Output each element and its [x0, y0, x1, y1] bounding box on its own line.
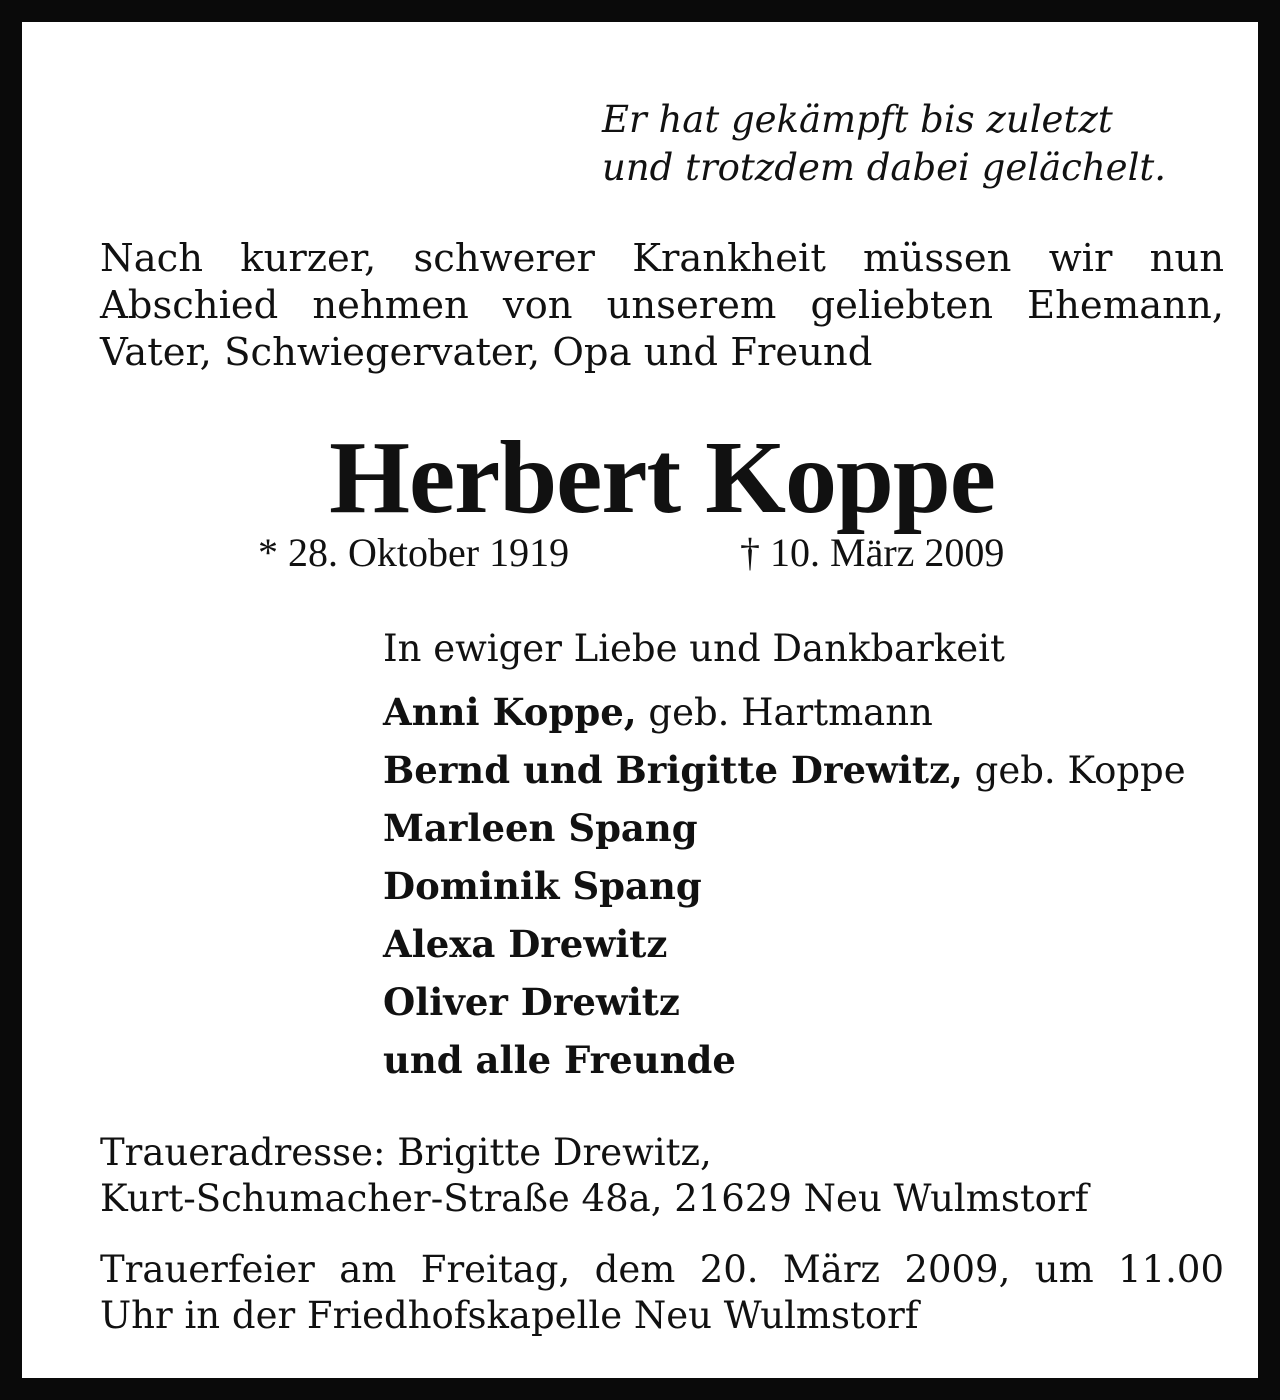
mourner-entry: [383, 741, 1186, 799]
ceremony-line-2: Uhr in der Friedhofskapelle Neu Wulmstorf: [100, 1294, 919, 1337]
address-line-1: Traueradresse: Brigitte Drewitz,: [100, 1131, 712, 1174]
birth-date: * 28. Oktober 1919: [258, 530, 570, 575]
mourner-name: Alexa Drewitz: [383, 922, 668, 966]
mourner-entry: [383, 683, 1186, 741]
mourner-entry: [383, 799, 1186, 857]
intro-paragraph: [100, 235, 1224, 376]
mourner-name: und alle Freunde: [383, 1038, 736, 1082]
ceremony-line-1: Trauerfeier am Freitag, dem 20. März 2009, um 11.00: [100, 1248, 1224, 1291]
mourner-name: Dominik Spang: [383, 864, 702, 908]
mourner-name: Anni Koppe,: [383, 690, 637, 734]
intro-line-2: Abschied nehmen von unserem geliebten Ehemann,: [100, 283, 1224, 328]
mourner-entry: [383, 915, 1186, 973]
mourner-entry: [383, 857, 1186, 915]
motto-line-2: und trotzdem dabei gelächelt.: [602, 146, 1167, 189]
motto-line-1: Er hat gekämpft bis zuletzt: [602, 98, 1113, 141]
address-line-2: Kurt-Schumacher-Straße 48a, 21629 Neu Wulmstorf: [100, 1177, 1089, 1220]
mourners-lead: In ewiger Liebe und Dankbarkeit: [383, 627, 1005, 670]
death-date: † 10. März 2009: [740, 530, 1005, 575]
funeral-ceremony-info: [100, 1247, 1224, 1339]
mourner-entry: [383, 973, 1186, 1031]
intro-line-3: Vater, Schwiegervater, Opa und Freund: [100, 330, 873, 375]
mourner-note: geb. Hartmann: [636, 691, 933, 734]
deceased-name: Herbert Koppe: [329, 420, 995, 535]
mourner-entry: [383, 1031, 1186, 1089]
mourners-block: [383, 625, 1186, 1089]
intro-line-1: Nach kurzer, schwerer Krankheit müssen wir nun: [100, 236, 1224, 281]
mourning-address: [100, 1130, 1088, 1222]
mourner-name: Marleen Spang: [383, 806, 698, 850]
motto-quote: [602, 96, 1166, 192]
mourner-note: geb. Koppe: [962, 749, 1186, 792]
mourner-name: Oliver Drewitz: [383, 980, 680, 1024]
mourner-name: Bernd und Brigitte Drewitz,: [383, 748, 963, 792]
